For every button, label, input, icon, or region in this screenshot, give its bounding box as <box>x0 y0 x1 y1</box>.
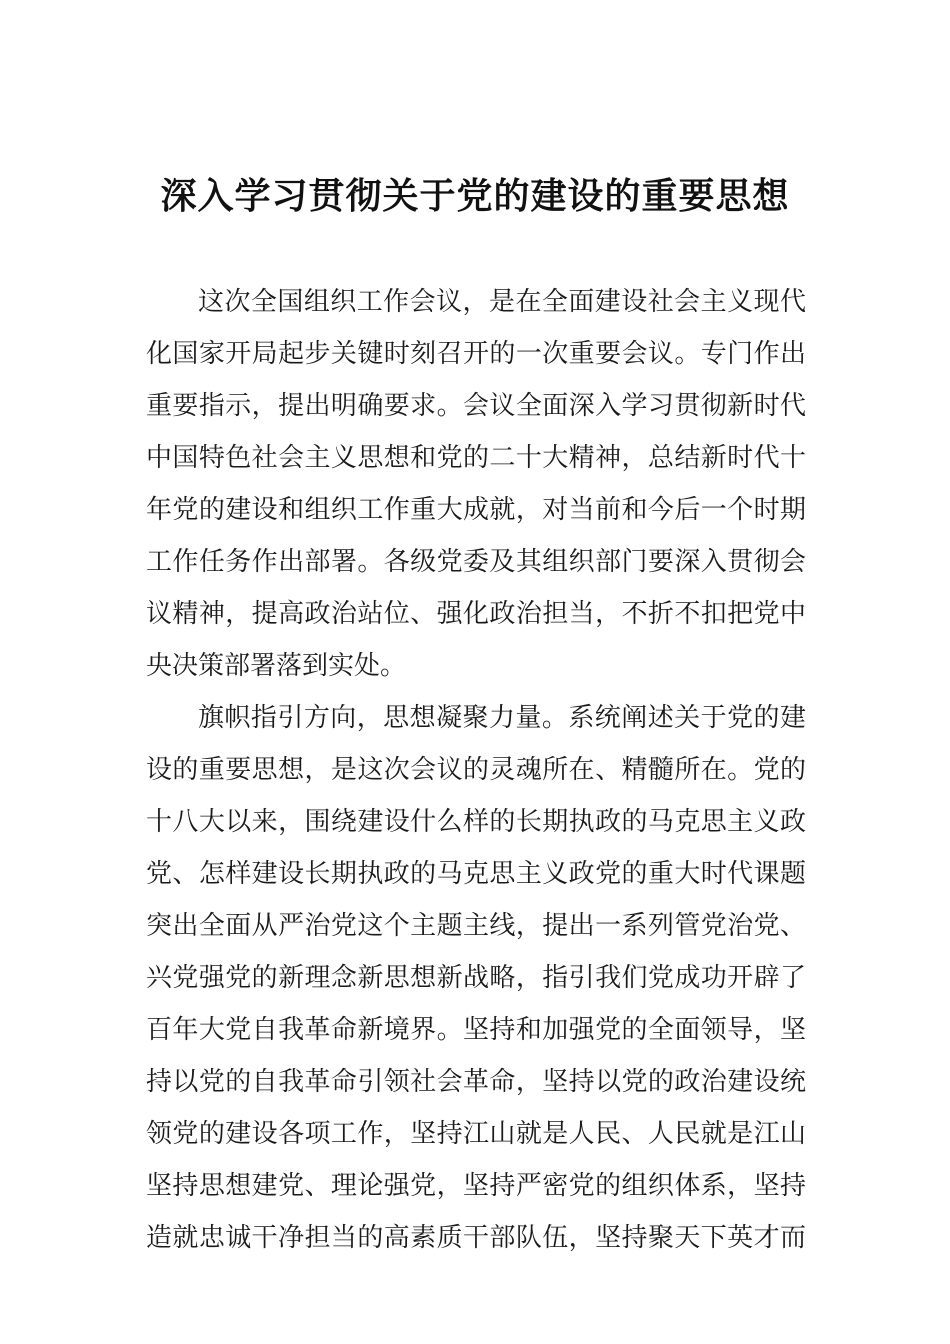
paragraph-1-line-2: 化国家开局起步关键时刻召开的一次重要会议。专门作出 <box>146 339 806 369</box>
paragraph-2-line-5: 突出全面从严治党这个主题主线，提出一系列管党治党、 <box>146 911 806 941</box>
paragraph-1-line-5: 年党的建设和组织工作重大成就，对当前和今后一个时期 <box>146 495 806 525</box>
paragraph-2-line-1: 旗帜指引方向，思想凝聚力量。系统阐述关于党的建 <box>198 703 806 733</box>
paragraph-2-line-9: 领党的建设各项工作，坚持江山就是人民、人民就是江山 <box>146 1119 806 1149</box>
paragraph-2-line-8: 持以党的自我革命引领社会革命，坚持以党的政治建设统 <box>146 1067 806 1097</box>
paragraph-1-line-1: 这次全国组织工作会议，是在全面建设社会主义现代 <box>198 287 806 317</box>
paragraph-1-line-4: 中国特色社会主义思想和党的二十大精神，总结新时代十 <box>146 443 806 473</box>
paragraph-2-line-10: 坚持思想建党、理论强党，坚持严密党的组织体系，坚持 <box>146 1171 806 1201</box>
paragraph-1-line-7: 议精神，提高政治站位、强化政治担当，不折不扣把党中 <box>146 599 806 629</box>
paragraph-1-line-3: 重要指示，提出明确要求。会议全面深入学习贯彻新时代 <box>146 391 806 421</box>
paragraph-2-line-2: 设的重要思想，是这次会议的灵魂所在、精髓所在。党的 <box>146 755 806 785</box>
paragraph-1-line-6: 工作任务作出部署。各级党委及其组织部门要深入贯彻会 <box>146 547 806 577</box>
paragraph-1-line-8: 央决策部署落到实处。 <box>146 651 407 681</box>
paragraph-2-line-4: 党、怎样建设长期执政的马克思主义政党的重大时代课题 <box>146 859 806 889</box>
paragraph-2-line-3: 十八大以来，围绕建设什么样的长期执政的马克思主义政 <box>146 807 806 837</box>
paragraph-2-line-7: 百年大党自我革命新境界。坚持和加强党的全面领导，坚 <box>146 1015 806 1045</box>
document-body <box>146 276 806 1264</box>
paragraph-2-line-11: 造就忠诚干净担当的高素质干部队伍，坚持聚天下英才而 <box>146 1223 806 1253</box>
paragraph-2-line-6: 兴党强党的新理念新思想新战略，指引我们党成功开辟了 <box>146 963 806 993</box>
document-title: 深入学习贯彻关于党的建设的重要思想 <box>160 175 790 217</box>
